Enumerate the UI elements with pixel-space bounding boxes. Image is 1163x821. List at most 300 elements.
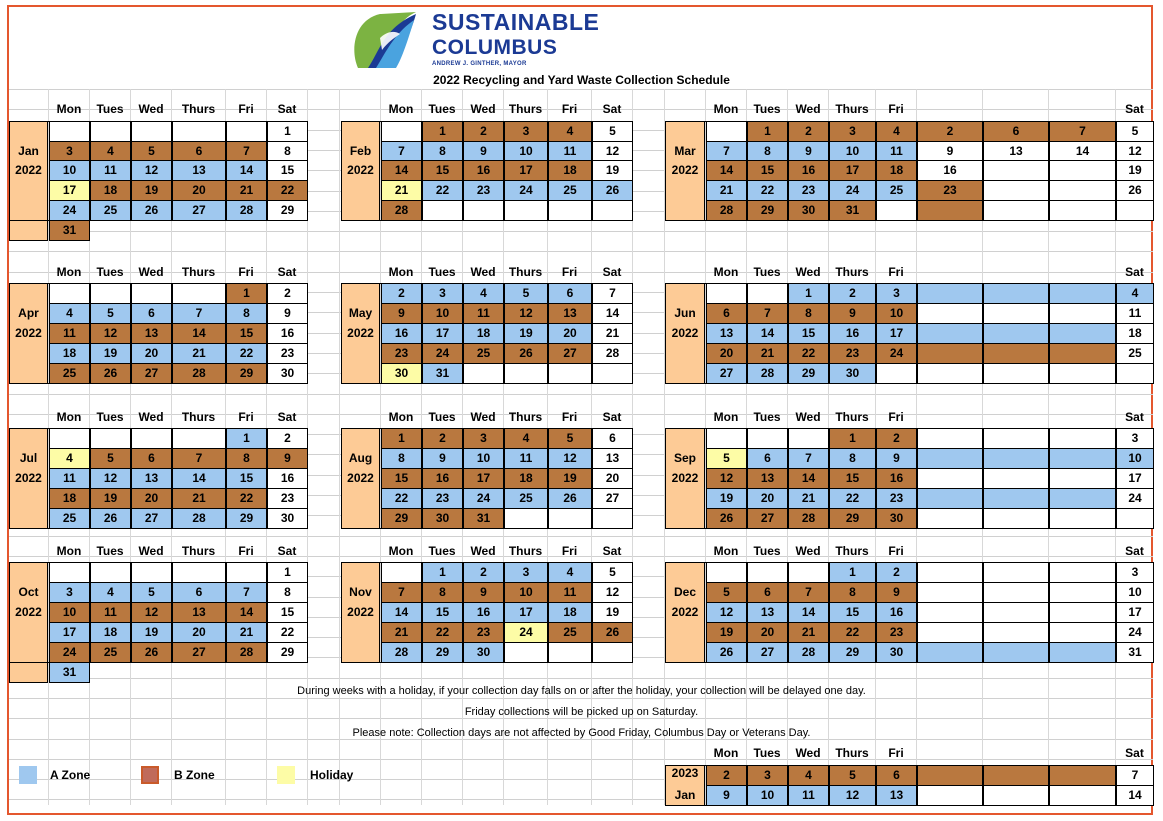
page-title: 2022 Recycling and Yard Waste Collection Schedule bbox=[433, 73, 730, 87]
day-cell: 3 bbox=[876, 283, 917, 304]
day-cell: 6 bbox=[592, 428, 633, 449]
day-cell: 30 bbox=[876, 642, 917, 663]
weekday-header: Wed bbox=[795, 544, 821, 558]
weekday-header: Wed bbox=[470, 544, 496, 558]
day-cell: 6 bbox=[131, 448, 172, 469]
weekday-header: Tues bbox=[96, 265, 124, 279]
legend-label-b-zone: B Zone bbox=[174, 768, 215, 782]
day-cell: 10 bbox=[463, 448, 504, 469]
day-cell: 23 bbox=[876, 488, 917, 509]
day-cell bbox=[548, 642, 592, 663]
mayor-line: ANDREW J. GINTHER, MAYOR bbox=[432, 61, 527, 67]
day-cell bbox=[983, 200, 1049, 221]
day-cell: 6 bbox=[172, 582, 226, 603]
day-cell: 7 bbox=[226, 582, 267, 603]
month-name: Oct bbox=[18, 585, 39, 599]
day-cell: 8 bbox=[381, 448, 422, 469]
day-cell: 4 bbox=[49, 303, 90, 324]
day-cell: 2 bbox=[829, 283, 876, 304]
month-year: 2023 bbox=[671, 766, 699, 780]
day-cell bbox=[226, 121, 267, 142]
month-label bbox=[665, 428, 705, 529]
day-cell: 25 bbox=[548, 180, 592, 201]
day-cell: 23 bbox=[463, 180, 504, 201]
month-name: May bbox=[348, 306, 373, 320]
day-cell bbox=[983, 363, 1049, 384]
day-cell: 7 bbox=[226, 141, 267, 162]
day-cell: 25 bbox=[49, 508, 90, 529]
month-year: 2022 bbox=[671, 326, 699, 340]
day-cell: 2 bbox=[876, 562, 917, 583]
month-name: Sep bbox=[673, 451, 696, 465]
day-cell: 3 bbox=[1116, 562, 1154, 583]
day-cell: 5 bbox=[90, 303, 131, 324]
day-cell: 3 bbox=[1116, 428, 1154, 449]
day-cell: 10 bbox=[1116, 448, 1154, 469]
day-cell bbox=[90, 428, 131, 449]
day-cell: 26 bbox=[504, 343, 548, 364]
day-cell: 26 bbox=[706, 642, 747, 663]
weekday-header: Fri bbox=[561, 265, 578, 279]
day-cell: 12 bbox=[829, 785, 876, 806]
month-label bbox=[665, 765, 705, 806]
weekday-header: Tues bbox=[428, 265, 456, 279]
day-cell: 7 bbox=[172, 448, 226, 469]
day-cell: 6 bbox=[548, 283, 592, 304]
day-cell: 19 bbox=[131, 180, 172, 201]
day-cell: 22 bbox=[829, 488, 876, 509]
legend-swatch-holiday bbox=[277, 766, 295, 784]
day-cell: 3 bbox=[49, 141, 90, 162]
day-cell: 11 bbox=[788, 785, 829, 806]
day-cell: 28 bbox=[172, 508, 226, 529]
day-cell: 21 bbox=[172, 343, 226, 364]
day-cell bbox=[1049, 508, 1116, 529]
month-name: Feb bbox=[349, 144, 372, 158]
weekday-header: Mon bbox=[713, 544, 739, 558]
day-cell bbox=[504, 508, 548, 529]
month-label bbox=[665, 283, 705, 384]
weekday-header: Thurs bbox=[835, 265, 869, 279]
day-cell bbox=[504, 363, 548, 384]
day-cell: 23 bbox=[876, 622, 917, 643]
day-cell: 19 bbox=[90, 343, 131, 364]
day-cell bbox=[504, 200, 548, 221]
month-name: Nov bbox=[349, 585, 372, 599]
day-cell: 19 bbox=[504, 323, 548, 344]
day-cell: 27 bbox=[706, 363, 747, 384]
day-cell: 10 bbox=[829, 141, 876, 162]
day-cell: 31 bbox=[829, 200, 876, 221]
day-cell bbox=[422, 200, 463, 221]
grid-line bbox=[339, 89, 340, 805]
day-cell: 1 bbox=[747, 121, 788, 142]
day-cell: 14 bbox=[381, 160, 422, 181]
day-cell: 28 bbox=[788, 642, 829, 663]
weekday-header: Sat bbox=[602, 102, 622, 116]
day-cell: 24 bbox=[49, 200, 90, 221]
day-cell bbox=[983, 283, 1049, 304]
day-cell: 27 bbox=[131, 363, 172, 384]
day-cell: 5 bbox=[548, 428, 592, 449]
day-cell: 18 bbox=[504, 468, 548, 489]
day-cell: 2 bbox=[381, 283, 422, 304]
day-cell: 18 bbox=[463, 323, 504, 344]
day-cell: 22 bbox=[747, 180, 788, 201]
day-cell: 30 bbox=[267, 508, 308, 529]
day-cell: 15 bbox=[226, 468, 267, 489]
day-cell: 20 bbox=[131, 488, 172, 509]
day-cell: 23 bbox=[381, 343, 422, 364]
day-cell bbox=[917, 428, 983, 449]
day-cell bbox=[706, 562, 747, 583]
note-friday: Friday collections will be picked up on Saturday. bbox=[464, 706, 699, 718]
day-cell: 10 bbox=[876, 303, 917, 324]
day-cell: 9 bbox=[876, 582, 917, 603]
day-cell bbox=[983, 622, 1049, 643]
day-cell: 1 bbox=[226, 283, 267, 304]
weekday-header: Mon bbox=[713, 265, 739, 279]
day-cell bbox=[1049, 448, 1116, 469]
day-cell: 2 bbox=[422, 428, 463, 449]
day-cell bbox=[706, 121, 747, 142]
weekday-header: Sat bbox=[602, 544, 622, 558]
legend-label-holiday: Holiday bbox=[310, 768, 354, 782]
day-cell: 15 bbox=[422, 160, 463, 181]
day-cell: 7 bbox=[172, 303, 226, 324]
weekday-header: Fri bbox=[888, 410, 904, 424]
month-name: Jul bbox=[19, 451, 38, 465]
day-cell: 15 bbox=[422, 602, 463, 623]
day-cell: 12 bbox=[1116, 141, 1154, 162]
day-cell: 11 bbox=[90, 160, 131, 181]
month-name: Apr bbox=[18, 306, 39, 320]
month-year: 2022 bbox=[15, 326, 42, 340]
day-cell: 23 bbox=[788, 180, 829, 201]
day-cell bbox=[983, 785, 1049, 806]
day-cell: 7 bbox=[381, 141, 422, 162]
weekday-header: Fri bbox=[238, 544, 254, 558]
day-cell: 26 bbox=[90, 363, 131, 384]
day-cell: 29 bbox=[267, 200, 308, 221]
weekday-header: Sat bbox=[277, 265, 297, 279]
day-cell: 9 bbox=[876, 448, 917, 469]
day-cell bbox=[504, 642, 548, 663]
day-cell bbox=[548, 508, 592, 529]
month-year: 2022 bbox=[15, 163, 42, 177]
weekday-header: Thurs bbox=[835, 746, 869, 760]
day-cell: 11 bbox=[49, 468, 90, 489]
day-cell: 10 bbox=[504, 582, 548, 603]
day-cell: 9 bbox=[706, 785, 747, 806]
day-cell bbox=[917, 765, 983, 786]
day-cell: 6 bbox=[876, 765, 917, 786]
weekday-header: Tues bbox=[753, 265, 781, 279]
day-cell bbox=[917, 642, 983, 663]
weekday-header: Wed bbox=[138, 410, 164, 424]
weekday-header: Tues bbox=[428, 102, 456, 116]
month-label bbox=[341, 562, 380, 663]
day-cell: 14 bbox=[172, 468, 226, 489]
day-cell: 27 bbox=[172, 642, 226, 663]
day-cell bbox=[1049, 642, 1116, 663]
day-cell: 2 bbox=[917, 121, 983, 142]
weekday-header: Fri bbox=[561, 410, 578, 424]
day-cell: 21 bbox=[226, 622, 267, 643]
day-cell: 12 bbox=[131, 602, 172, 623]
month-label bbox=[341, 283, 380, 384]
day-cell: 8 bbox=[747, 141, 788, 162]
day-cell: 28 bbox=[592, 343, 633, 364]
day-cell: 16 bbox=[267, 323, 308, 344]
day-cell bbox=[917, 363, 983, 384]
day-cell: 13 bbox=[876, 785, 917, 806]
day-cell: 18 bbox=[548, 160, 592, 181]
day-cell bbox=[917, 200, 983, 221]
day-cell: 13 bbox=[747, 468, 788, 489]
day-cell: 28 bbox=[788, 508, 829, 529]
day-cell: 4 bbox=[90, 141, 131, 162]
day-cell: 19 bbox=[592, 160, 633, 181]
month-label bbox=[9, 428, 48, 529]
weekday-header: Sat bbox=[1125, 410, 1144, 424]
day-cell: 11 bbox=[90, 602, 131, 623]
day-cell: 6 bbox=[172, 141, 226, 162]
weekday-header: Sat bbox=[1125, 544, 1144, 558]
weekday-header: Fri bbox=[561, 102, 578, 116]
day-cell: 12 bbox=[592, 582, 633, 603]
weekday-header: Mon bbox=[56, 544, 82, 558]
weekday-header: Fri bbox=[561, 544, 578, 558]
weekday-header: Wed bbox=[795, 102, 821, 116]
day-cell bbox=[592, 508, 633, 529]
day-cell: 17 bbox=[504, 160, 548, 181]
weekday-header: Tues bbox=[428, 410, 456, 424]
day-cell: 6 bbox=[747, 448, 788, 469]
day-cell bbox=[381, 121, 422, 142]
day-cell: 12 bbox=[90, 468, 131, 489]
day-cell: 20 bbox=[747, 488, 788, 509]
day-cell bbox=[172, 283, 226, 304]
day-cell: 1 bbox=[829, 428, 876, 449]
weekday-header: Tues bbox=[96, 544, 124, 558]
day-cell: 19 bbox=[548, 468, 592, 489]
day-cell: 10 bbox=[1116, 582, 1154, 603]
month-label bbox=[665, 121, 705, 221]
month-year: 2022 bbox=[671, 163, 699, 177]
day-cell: 28 bbox=[706, 200, 747, 221]
day-cell: 1 bbox=[422, 562, 463, 583]
month-name: Jan bbox=[18, 144, 39, 158]
note-exceptions: Please note: Collection days are not affected by Good Friday, Columbus Day or Veterans Day. bbox=[352, 727, 811, 739]
day-cell: 24 bbox=[49, 642, 90, 663]
day-cell: 1 bbox=[267, 121, 308, 142]
day-cell: 11 bbox=[1116, 303, 1154, 324]
day-cell: 27 bbox=[592, 488, 633, 509]
day-cell bbox=[463, 200, 504, 221]
day-cell: 19 bbox=[706, 488, 747, 509]
day-cell: 20 bbox=[172, 180, 226, 201]
day-cell: 5 bbox=[706, 448, 747, 469]
day-cell: 29 bbox=[747, 200, 788, 221]
day-cell: 31 bbox=[422, 363, 463, 384]
day-cell: 12 bbox=[504, 303, 548, 324]
day-cell bbox=[381, 562, 422, 583]
day-cell: 9 bbox=[463, 582, 504, 603]
day-cell: 31 bbox=[1116, 642, 1154, 663]
day-cell bbox=[1116, 200, 1154, 221]
day-cell bbox=[131, 283, 172, 304]
day-cell bbox=[592, 363, 633, 384]
day-cell: 4 bbox=[49, 448, 90, 469]
weekday-header: Fri bbox=[888, 746, 904, 760]
day-cell bbox=[1116, 508, 1154, 529]
day-cell: 30 bbox=[876, 508, 917, 529]
day-cell: 15 bbox=[267, 602, 308, 623]
day-cell bbox=[1049, 785, 1116, 806]
day-cell: 20 bbox=[548, 323, 592, 344]
day-cell: 26 bbox=[131, 642, 172, 663]
day-cell: 7 bbox=[788, 582, 829, 603]
day-cell bbox=[917, 283, 983, 304]
month-label bbox=[9, 562, 48, 683]
day-cell bbox=[49, 283, 90, 304]
day-cell: 31 bbox=[463, 508, 504, 529]
day-cell: 7 bbox=[747, 303, 788, 324]
day-cell: 19 bbox=[131, 622, 172, 643]
day-cell bbox=[917, 448, 983, 469]
day-cell: 25 bbox=[49, 363, 90, 384]
day-cell: 9 bbox=[788, 141, 829, 162]
weekday-header: Fri bbox=[888, 265, 904, 279]
day-cell: 20 bbox=[747, 622, 788, 643]
day-cell: 22 bbox=[422, 180, 463, 201]
day-cell bbox=[548, 200, 592, 221]
day-cell: 15 bbox=[381, 468, 422, 489]
weekday-header: Wed bbox=[470, 265, 496, 279]
day-cell: 3 bbox=[504, 562, 548, 583]
weekday-header: Wed bbox=[795, 746, 821, 760]
day-cell: 24 bbox=[504, 622, 548, 643]
day-cell: 21 bbox=[381, 180, 422, 201]
day-cell: 13 bbox=[592, 448, 633, 469]
day-cell: 5 bbox=[131, 141, 172, 162]
day-cell: 9 bbox=[381, 303, 422, 324]
day-cell: 18 bbox=[49, 343, 90, 364]
day-cell: 23 bbox=[917, 180, 983, 201]
day-cell bbox=[592, 200, 633, 221]
day-cell bbox=[983, 582, 1049, 603]
month-year: 2022 bbox=[347, 163, 374, 177]
day-cell: 12 bbox=[706, 602, 747, 623]
day-cell: 16 bbox=[917, 160, 983, 181]
sustainable-columbus-logo-icon bbox=[350, 10, 420, 70]
day-cell bbox=[983, 448, 1049, 469]
day-cell: 25 bbox=[1116, 343, 1154, 364]
day-cell bbox=[747, 562, 788, 583]
day-cell bbox=[592, 642, 633, 663]
weekday-header: Fri bbox=[888, 544, 904, 558]
day-cell: 2 bbox=[463, 562, 504, 583]
day-cell bbox=[983, 323, 1049, 344]
day-cell: 22 bbox=[226, 488, 267, 509]
day-cell: 28 bbox=[172, 363, 226, 384]
weekday-header: Sat bbox=[602, 265, 622, 279]
day-cell: 2 bbox=[788, 121, 829, 142]
day-cell: 15 bbox=[788, 323, 829, 344]
day-cell: 8 bbox=[267, 141, 308, 162]
day-cell: 30 bbox=[422, 508, 463, 529]
month-label bbox=[341, 428, 380, 529]
day-cell bbox=[917, 622, 983, 643]
day-cell: 21 bbox=[592, 323, 633, 344]
day-cell: 4 bbox=[548, 121, 592, 142]
day-cell bbox=[90, 283, 131, 304]
day-cell: 7 bbox=[788, 448, 829, 469]
day-cell: 5 bbox=[592, 562, 633, 583]
day-cell bbox=[983, 303, 1049, 324]
weekday-header: Wed bbox=[470, 102, 496, 116]
day-cell: 26 bbox=[592, 180, 633, 201]
weekday-header: Thurs bbox=[835, 410, 869, 424]
weekday-header: Mon bbox=[56, 410, 82, 424]
day-cell: 21 bbox=[747, 343, 788, 364]
day-cell: 12 bbox=[131, 160, 172, 181]
day-cell: 17 bbox=[1116, 602, 1154, 623]
month-year: 2022 bbox=[347, 471, 374, 485]
weekday-header: Tues bbox=[96, 410, 124, 424]
day-cell: 17 bbox=[876, 323, 917, 344]
day-cell bbox=[1049, 303, 1116, 324]
day-cell: 14 bbox=[1049, 141, 1116, 162]
day-cell: 15 bbox=[267, 160, 308, 181]
weekday-header: Thurs bbox=[181, 102, 216, 116]
day-cell: 18 bbox=[90, 622, 131, 643]
weekday-header: Fri bbox=[238, 410, 254, 424]
day-cell bbox=[917, 303, 983, 324]
day-cell: 13 bbox=[172, 160, 226, 181]
day-cell: 1 bbox=[788, 283, 829, 304]
day-cell: 13 bbox=[548, 303, 592, 324]
day-cell: 27 bbox=[131, 508, 172, 529]
weekday-header: Tues bbox=[753, 410, 781, 424]
day-cell: 13 bbox=[706, 323, 747, 344]
weekday-header: Wed bbox=[795, 265, 821, 279]
day-cell bbox=[983, 468, 1049, 489]
day-cell: 21 bbox=[788, 622, 829, 643]
day-cell: 15 bbox=[829, 468, 876, 489]
day-cell: 29 bbox=[422, 642, 463, 663]
day-cell: 30 bbox=[267, 363, 308, 384]
day-cell bbox=[1116, 363, 1154, 384]
day-cell bbox=[747, 428, 788, 449]
day-cell: 25 bbox=[463, 343, 504, 364]
day-cell: 29 bbox=[267, 642, 308, 663]
day-cell: 6 bbox=[983, 121, 1049, 142]
day-cell: 22 bbox=[381, 488, 422, 509]
day-cell: 16 bbox=[876, 468, 917, 489]
day-cell: 16 bbox=[422, 468, 463, 489]
month-year: 2022 bbox=[347, 326, 374, 340]
day-cell: 14 bbox=[172, 323, 226, 344]
day-cell: 12 bbox=[548, 448, 592, 469]
day-cell bbox=[1049, 428, 1116, 449]
day-cell bbox=[172, 428, 226, 449]
day-cell: 28 bbox=[381, 200, 422, 221]
day-cell: 1 bbox=[829, 562, 876, 583]
day-cell: 21 bbox=[226, 180, 267, 201]
day-cell bbox=[917, 488, 983, 509]
